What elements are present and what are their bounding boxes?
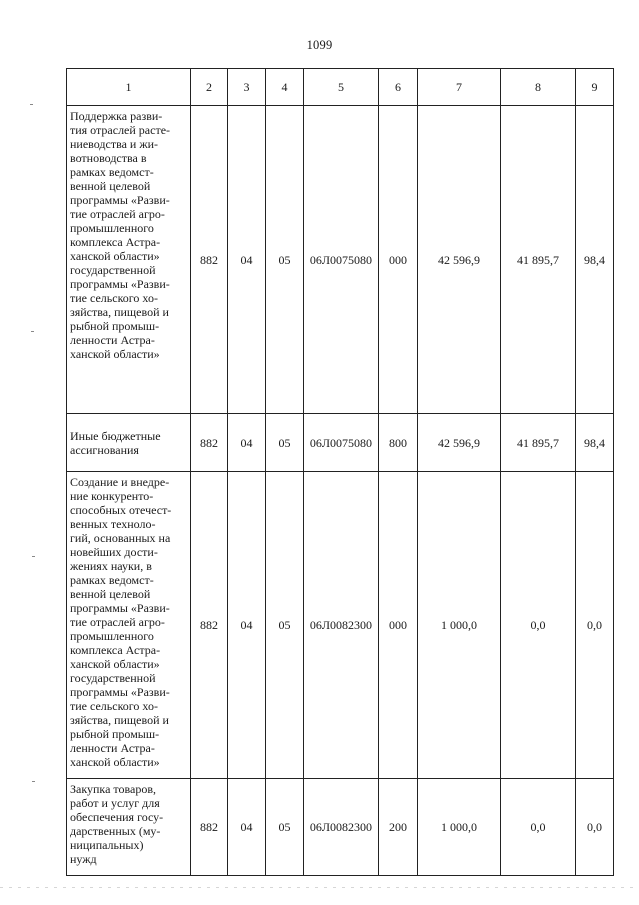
cell-target-item: 06Л0082300 (304, 779, 379, 876)
row-description: Иные бюджетные ассигнования (67, 414, 191, 472)
table-row (67, 779, 614, 876)
cell-section: 04 (228, 106, 266, 414)
scan-speck (32, 556, 35, 557)
cell-execution-percent: 98,4 (576, 106, 614, 414)
cell-planned-amount: 1 000,0 (418, 472, 501, 779)
cell-target-item: 06Л0075080 (304, 414, 379, 472)
cell-target-item: 06Л0075080 (304, 106, 379, 414)
cell-ministry-code: 882 (191, 472, 228, 779)
header-cell: 8 (501, 69, 576, 106)
cell-planned-amount: 42 596,9 (418, 414, 501, 472)
cell-subsection: 05 (266, 779, 304, 876)
page-number: 1099 (306, 38, 333, 52)
cell-section: 04 (228, 414, 266, 472)
scan-speck (32, 781, 35, 782)
scan-noise-line (0, 887, 639, 888)
row-description: Создание и внедре- ние конкуренто- способных отечест- венных техноло- гий, основанных на новейших дости- жениях науки, в рамках ведомст- венной целевой программы «Разви- тие отраслей агро- промышленного комплекса Астра- ханской области» государственной программы «Разви- тие сельского хо- зяйства, пищевой и рыбной промыш- ленности Астра- ханской области» (67, 472, 191, 779)
cell-expense-type: 200 (379, 779, 418, 876)
cell-expense-type: 000 (379, 472, 418, 779)
table-header-row (67, 69, 614, 106)
cell-subsection: 05 (266, 472, 304, 779)
cell-ministry-code: 882 (191, 779, 228, 876)
cell-execution-percent: 98,4 (576, 414, 614, 472)
table-row (67, 106, 614, 414)
table-row (67, 472, 614, 779)
cell-executed-amount: 41 895,7 (501, 106, 576, 414)
row-description: Закупка товаров, работ и услуг для обеспечения госу- дарственных (му- ниципальных) нужд (67, 779, 191, 876)
header-cell: 9 (576, 69, 614, 106)
header-cell: 5 (304, 69, 379, 106)
cell-executed-amount: 0,0 (501, 779, 576, 876)
cell-section: 04 (228, 779, 266, 876)
scan-speck (31, 331, 34, 332)
row-description: Поддержка разви- тия отраслей расте- ниеводства и жи- вотноводства в рамках ведомст- венной целевой программы «Разви- тие отраслей агро- промышленного комплекса Астра- ханской области» государственной программы «Разви- тие сельского хо- зяйства, пищевой и рыбной промыш- ленности Астра- ханской области» (67, 106, 191, 414)
cell-execution-percent: 0,0 (576, 779, 614, 876)
cell-section: 04 (228, 472, 266, 779)
scan-speck (30, 104, 33, 105)
cell-executed-amount: 41 895,7 (501, 414, 576, 472)
cell-executed-amount: 0,0 (501, 472, 576, 779)
header-cell: 7 (418, 69, 501, 106)
cell-planned-amount: 42 596,9 (418, 106, 501, 414)
cell-ministry-code: 882 (191, 414, 228, 472)
header-cell: 4 (266, 69, 304, 106)
header-cell: 6 (379, 69, 418, 106)
cell-target-item: 06Л0082300 (304, 472, 379, 779)
cell-subsection: 05 (266, 106, 304, 414)
cell-ministry-code: 882 (191, 106, 228, 414)
cell-expense-type: 800 (379, 414, 418, 472)
budget-table (66, 68, 614, 876)
cell-subsection: 05 (266, 414, 304, 472)
cell-expense-type: 000 (379, 106, 418, 414)
header-cell: 2 (191, 69, 228, 106)
cell-planned-amount: 1 000,0 (418, 779, 501, 876)
table-row (67, 414, 614, 472)
header-cell: 3 (228, 69, 266, 106)
cell-execution-percent: 0,0 (576, 472, 614, 779)
header-cell: 1 (67, 69, 191, 106)
